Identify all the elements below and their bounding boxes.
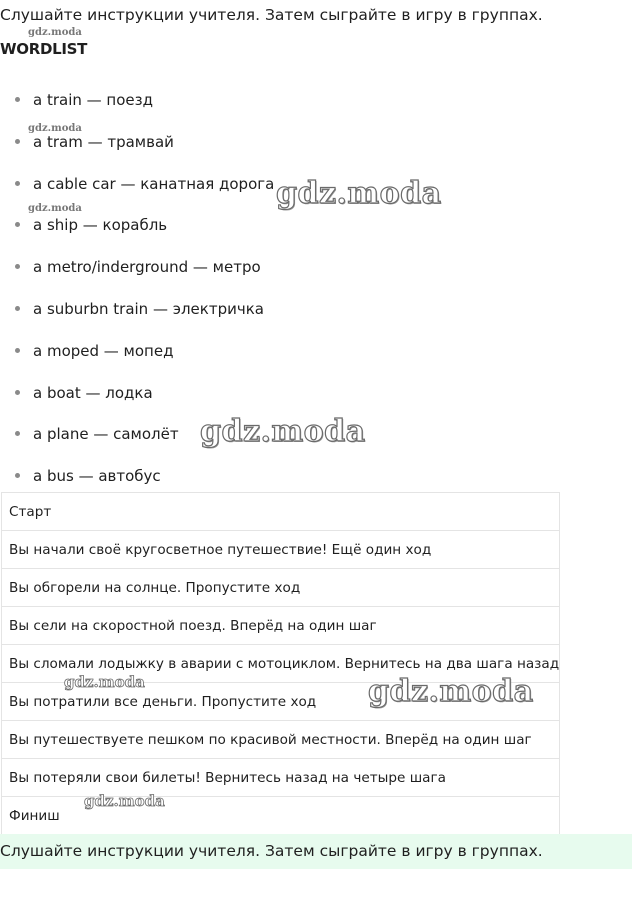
word-entry: a suburbn train — электричка (33, 299, 264, 318)
bullet-icon (15, 264, 20, 269)
table-cell: Вы обгорели на солнце. Пропустите ход (2, 569, 560, 607)
watermark: gdz.moda (84, 792, 165, 810)
watermark: gdz.moda (276, 176, 442, 211)
word-entry: a moped — мопед (33, 341, 174, 360)
table-cell: Вы потеряли свои билеты! Вернитесь назад на четыре шага (2, 759, 560, 797)
bullet-icon (15, 390, 20, 395)
table-row (2, 721, 560, 759)
outro-text: Слушайте инструкции учителя. Затем сыграйте в игру в группах. (0, 834, 632, 869)
bullet-icon (15, 181, 20, 186)
wordlist-heading: WORDLIST (0, 40, 88, 58)
bullet-icon (15, 348, 20, 353)
table-cell: Вы путешествуете пешком по красивой местности. Вперёд на один шаг (2, 721, 560, 759)
list-item (0, 331, 274, 373)
bullet-icon (15, 473, 20, 478)
table-row (2, 493, 560, 531)
bullet-icon (15, 431, 20, 436)
word-entry: a metro/inderground — метро (33, 258, 261, 277)
table-cell: Вы сломали лодыжку в аварии с мотоциклом. Вернитесь на два шага назад (2, 645, 560, 683)
word-entry: a boat — лодка (33, 383, 153, 402)
table-cell: Старт (2, 493, 560, 531)
watermark: gdz.moda (64, 673, 145, 691)
bullet-icon (15, 222, 20, 227)
intro-text: Слушайте инструкции учителя. Затем сыграйте в игру в группах. (0, 6, 543, 24)
watermark: gdz.moda (200, 414, 366, 449)
watermark: gdz.moda (368, 674, 534, 709)
table-cell: Вы сели на скоростной поезд. Вперёд на один шаг (2, 607, 560, 645)
word-entry: a train — поезд (33, 91, 153, 109)
list-item (0, 289, 274, 331)
list-item (0, 247, 274, 289)
word-entry: a plane — самолёт (33, 425, 179, 444)
list-item (0, 164, 274, 206)
watermark: gdz.moda (28, 27, 82, 38)
table-cell: Вы потратили все деньги. Пропустите ход (2, 683, 560, 721)
game-board-table (1, 492, 560, 835)
watermark: gdz.moda (28, 123, 82, 134)
table-row (2, 759, 560, 797)
word-entry: a bus — автобус (33, 467, 161, 486)
watermark: gdz.moda (28, 203, 82, 214)
table-cell: Финиш (2, 797, 560, 835)
bullet-icon (15, 139, 20, 144)
list-item (0, 80, 274, 122)
word-entry: a cable car — канатная дорога (33, 174, 275, 193)
word-entry: a ship — корабль (33, 216, 168, 235)
list-item (0, 373, 274, 415)
table-cell: Вы начали своё кругосветное путешествие! Ещё один ход (2, 531, 560, 569)
table-row (2, 607, 560, 645)
table-row (2, 531, 560, 569)
word-entry: a tram — трамвай (33, 132, 174, 151)
table-row (2, 569, 560, 607)
bullet-icon (15, 306, 20, 311)
bullet-icon (15, 97, 20, 102)
